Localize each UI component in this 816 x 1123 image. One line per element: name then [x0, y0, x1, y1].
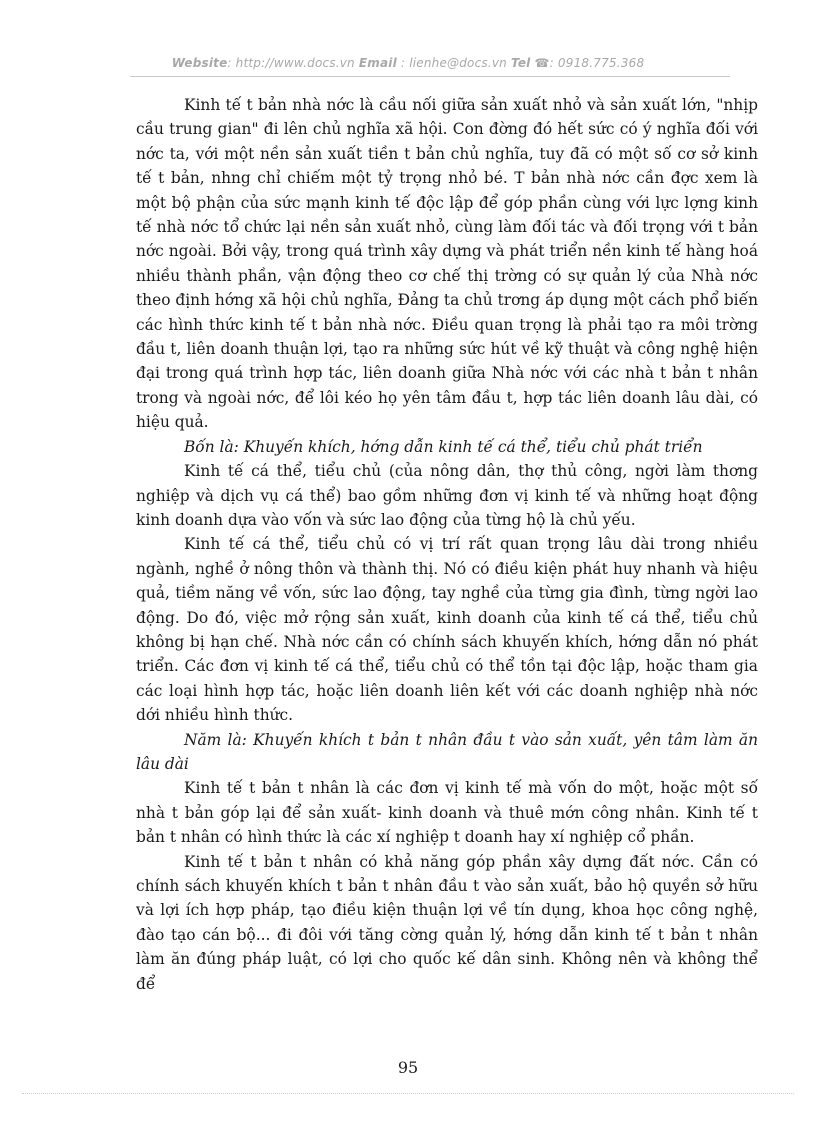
paragraph-tu-nhan-definition: Kinh tế t bản t nhân là các đơn vị kinh tế mà vốn do một, hoặc một số nhà t bản góp lại để sản xuất- kinh doanh và thuê mớn công nhân. Kinh tế t bản t nhân có hình thức là các xí nghiệp t doanh hay xí nghiệp cổ phần. — [136, 779, 758, 847]
header-divider — [130, 76, 730, 77]
page-header — [0, 56, 816, 70]
website-value: : http://www.docs.vn — [227, 56, 359, 70]
email-value: : lienhe@docs.vn — [396, 56, 511, 70]
paragraph-tu-nhan-policy: Kinh tế t bản t nhân có khả năng góp phần xây dựng đất nớc. Cần có chính sách khuyến khích t bản t nhân đầu t vào sản xuất, bảo hộ quyền sở hữu và lợi ích hợp pháp, tạo điều kiện thuận lợi về tín dụng, khoa học công nghệ, đào tạo cán bộ... đi đôi với tăng cờng quản lý, hớng dẫn kinh tế t bản t nhân làm ăn đúng pháp luật, có lợi cho quốc kế dân sinh. Không nên và không thể để — [136, 852, 758, 993]
tel-label: Tel — [510, 56, 531, 70]
tel-value: : 0918.775.368 — [549, 56, 645, 70]
phone-icon: ☎ — [534, 56, 550, 70]
email-label: Email — [358, 56, 397, 70]
website-label: Website — [171, 56, 228, 70]
page-number: 95 — [397, 1058, 419, 1077]
paragraph-t-ban-nha-nuoc: Kinh tế t bản nhà nớc là cầu nối giữa sản xuất nhỏ và sản xuất lớn, "nhịp cầu trung gian" đi lên chủ nghĩa xã hội. Con đờng đó hết sức có ý nghĩa đối với nớc ta, với một nền sản xuất tiền t bản chủ nghĩa, tuy đã có một số cơ sở kinh tế t bản, nhng chỉ chiếm một tỷ trọng nhỏ bé. T bản nhà nớc cần đợc xem là một bộ phận của sức mạnh kinh tế độc lập để góp phần cùng với lực lợng kinh tế nhà nớc tổ chức lại nền sản xuất nhỏ, cùng làm đối tác và đối trọng với t bản nớc ngoài. Bởi vậy, trong quá trình xây dựng và phát triển nền kinh tế hàng hoá nhiều thành phần, vận động theo cơ chế thị trờng có sự quản lý của Nhà nớc theo định hớng xã hội chủ nghĩa, Đảng ta chủ trơng áp dụng một cách phổ biến các hình thức kinh tế t bản nhà nớc. Điều quan trọng là phải tạo ra môi trờng đầu t, liên doanh thuận lợi, tạo ra những sức hút về kỹ thuật và công nghệ hiện đại trong quá trình hợp tác, liên doanh giữa Nhà nớc với các nhà t bản t nhân trong và ngoài nớc, để lôi kéo họ yên tâm đầu t, hợp tác liên doanh lâu dài, có hiệu quả. — [136, 96, 758, 432]
document-body — [136, 93, 758, 996]
section-heading-bon-la: Bốn là: Khuyến khích, hớng dẫn kinh tế cá thể, tiểu chủ phát triển — [184, 437, 703, 456]
footer-divider — [22, 1093, 794, 1094]
section-heading-nam-la: Năm là: Khuyến khích t bản t nhân đầu t vào sản xuất, yên tâm làm ăn lâu dài — [136, 730, 758, 773]
paragraph-ca-the-role: Kinh tế cá thể, tiểu chủ có vị trí rất quan trọng lâu dài trong nhiều ngành, nghề ở nông thôn và thành thị. Nó có điều kiện phát huy nhanh và hiệu quả, tiềm năng về vốn, sức lao động, tay nghề của từng gia đình, từng ngời lao động. Do đó, việc mở rộng sản xuất, kinh doanh của kinh tế cá thể, tiểu chủ không bị hạn chế. Nhà nớc cần có chính sách khuyến khích, hớng dẫn nó phát triển. Các đơn vị kinh tế cá thể, tiểu chủ có thể tồn tại độc lập, hoặc tham gia các loại hình hợp tác, hoặc liên doanh liên kết với các doanh nghiệp nhà nớc dới nhiều hình thức. — [136, 535, 758, 725]
paragraph-ca-the-definition: Kinh tế cá thể, tiểu chủ (của nông dân, thợ thủ công, ngời làm thơng nghiệp và dịch vụ cá thể) bao gồm những đơn vị kinh tế và những hoạt động kinh doanh dựa vào vốn và sức lao động của từng hộ là chủ yếu. — [136, 462, 758, 529]
